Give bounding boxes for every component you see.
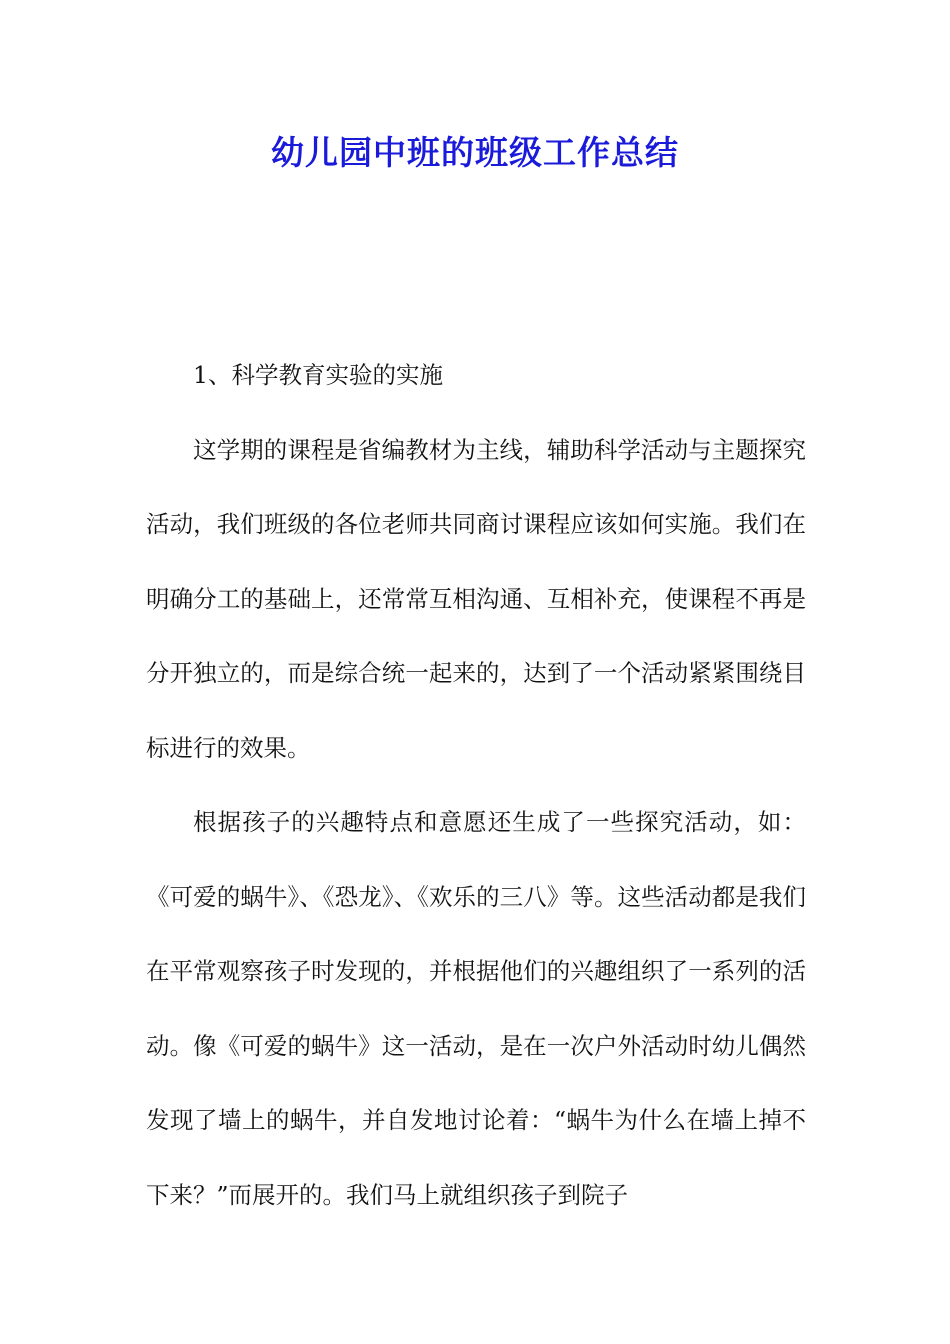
paragraph: 根据孩子的兴趣特点和意愿还生成了一些探究活动，如：《可爱的蜗牛》、《恐龙》、《欢乐的三八》等。这些活动都是我们在平常观察孩子时发现的，并根据他们的兴趣组织了一系列的活动。像《可爱的蜗牛》这一活动，是在一次户外活动时幼儿偶然发现了墙上的蜗牛，并自发地讨论着：“蜗牛为什么在墙上掉不下来？”而展开的。我们马上就组织孩子到院子 bbox=[146, 808, 806, 1209]
section-heading: 1、科学教育实验的实施 bbox=[193, 361, 443, 389]
document-body bbox=[146, 338, 806, 1232]
document-title: 幼儿园中班的班级工作总结 bbox=[271, 133, 679, 172]
paragraph: 这学期的课程是省编教材为主线，辅助科学活动与主题探究活动，我们班级的各位老师共同商讨课程应该如何实施。我们在明确分工的基础上，还常常互相沟通、互相补充，使课程不再是分开独立的，而是综合统一起来的，达到了一个活动紧紧围绕目标进行的效果。 bbox=[146, 435, 806, 762]
